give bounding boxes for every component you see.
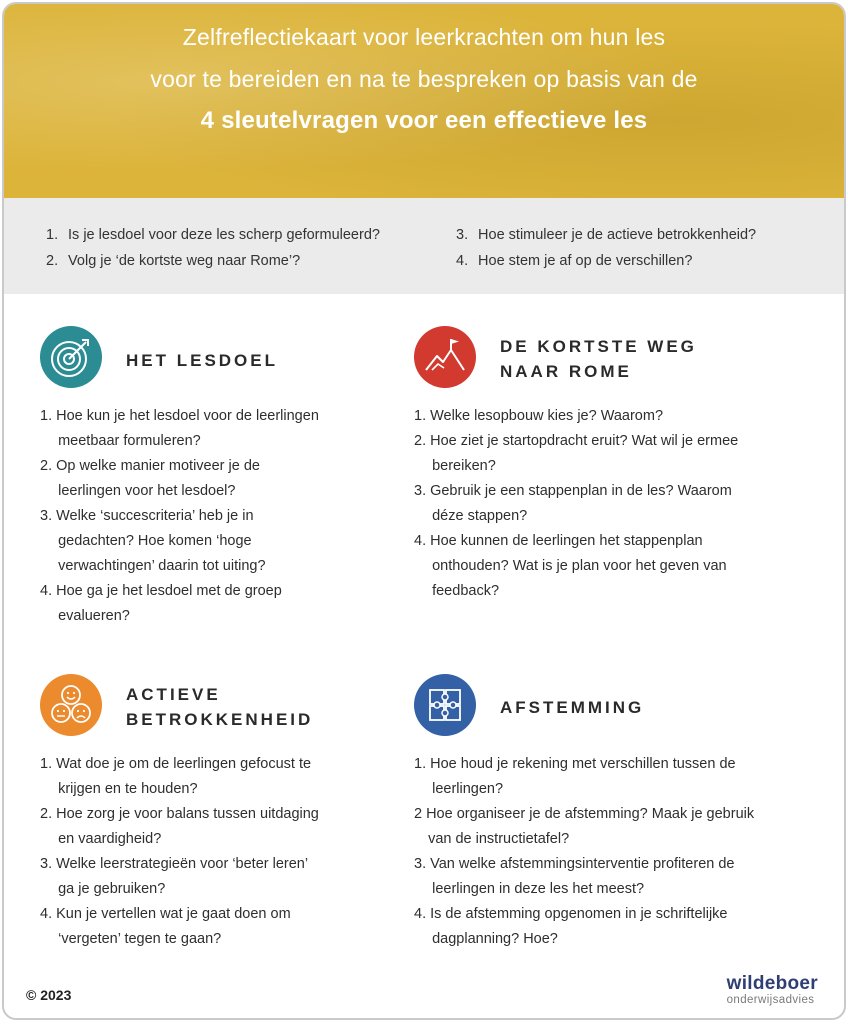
list-item: 2. Hoe ziet je startopdracht eruit? Wat wil je ermee bereiken? — [414, 433, 739, 474]
key-question: 4. Hoe stem je af op de verschillen? — [456, 253, 693, 269]
list-item: 4. Kun je vertellen wat je gaat doen om ‘vergeten’ tegen te gaan? — [40, 906, 291, 947]
list-item: 1. Welke lesopbouw kies je? Waarom? — [414, 408, 664, 424]
section-title-line-2: BETROKKENHEID — [126, 710, 314, 729]
section-title — [500, 334, 697, 384]
logo-subtitle: onderwijsadvies — [726, 994, 815, 1006]
section-title-line-1: DE KORTSTE WEG — [500, 337, 697, 356]
section-title-line-1: ACTIEVE — [126, 685, 221, 704]
list-item: 2 Hoe organiseer je de afstemming? Maak je gebruik van de instructietafel? — [414, 806, 755, 847]
logo-brand: wildeboer — [726, 973, 818, 994]
mountain-flag-icon — [414, 326, 476, 388]
section-lesdoel — [40, 326, 440, 624]
header-line-3: 4 sleutelvragen voor een effectieve les — [200, 107, 648, 134]
list-item: 2. Hoe zorg je voor balans tussen uitdaging en vaardigheid? — [40, 806, 319, 847]
question-list — [40, 752, 319, 952]
header-line-2: voor te bereiden en na te bespreken op basis van de — [150, 66, 698, 92]
list-item: 4. Hoe ga je het lesdoel met de groep evalueren? — [40, 583, 282, 624]
list-item: 3. Van welke afstemmingsinterventie profiteren de leerlingen in deze les het meest? — [414, 856, 735, 897]
list-item: 2. Op welke manier motiveer je de leerlingen voor het lesdoel? — [40, 458, 260, 499]
section-header — [40, 326, 440, 390]
key-question: 1. Is je lesdoel voor deze les scherp geformuleerd? — [46, 227, 380, 243]
list-item: 1. Hoe kun je het lesdoel voor de leerlingen meetbaar formuleren? — [40, 408, 319, 449]
list-item: 3. Welke leerstrategieën voor ‘beter leren’ ga je gebruiken? — [40, 856, 309, 897]
section-betrokkenheid — [40, 674, 440, 947]
puzzle-icon — [414, 674, 476, 736]
header-banner — [4, 4, 844, 198]
list-item: 3. Gebruik je een stappenplan in de les? Waarom déze stappen? — [414, 483, 732, 524]
list-item: 3. Welke ‘succescriteria’ heb je in gedachten? Hoe komen ‘hoge verwachtingen’ daarin tot uiting? — [40, 508, 266, 574]
key-question: 2. Volg je ‘de kortste weg naar Rome’? — [46, 253, 301, 269]
section-header — [40, 674, 440, 738]
key-question: 3. Hoe stimuleer je de actieve betrokkenheid? — [456, 227, 757, 243]
copyright: © 2023 — [26, 987, 72, 1003]
section-header — [414, 326, 834, 390]
section-title: HET LESDOEL — [126, 351, 279, 370]
section-header — [414, 674, 834, 738]
wildeboer-logo — [727, 974, 818, 1006]
key-questions-band — [4, 198, 844, 294]
section-afstemming — [414, 674, 834, 947]
list-item: 4. Is de afstemming opgenomen in je schriftelijke dagplanning? Hoe? — [414, 906, 728, 947]
faces-icon — [40, 674, 102, 736]
list-item: 1. Hoe houd je rekening met verschillen tussen de leerlingen? — [414, 756, 736, 797]
question-list — [414, 404, 738, 604]
section-title: AFSTEMMING — [500, 698, 645, 717]
section-title-line-2: NAAR ROME — [500, 362, 632, 381]
reflection-card — [2, 2, 846, 1020]
header-line-1: Zelfreflectiekaart voor leerkrachten om hun les — [182, 24, 666, 50]
key-questions-left — [46, 222, 380, 274]
target-icon — [40, 326, 102, 388]
question-list — [414, 752, 754, 952]
list-item: 1. Wat doe je om de leerlingen gefocust te krijgen en te houden? — [40, 756, 312, 797]
section-title — [126, 682, 313, 732]
key-questions-right — [456, 222, 756, 274]
section-rome — [414, 326, 834, 599]
list-item: 4. Hoe kunnen de leerlingen het stappenplan onthouden? Wat is je plan voor het geven van feedback? — [414, 533, 727, 599]
question-list — [40, 404, 319, 629]
